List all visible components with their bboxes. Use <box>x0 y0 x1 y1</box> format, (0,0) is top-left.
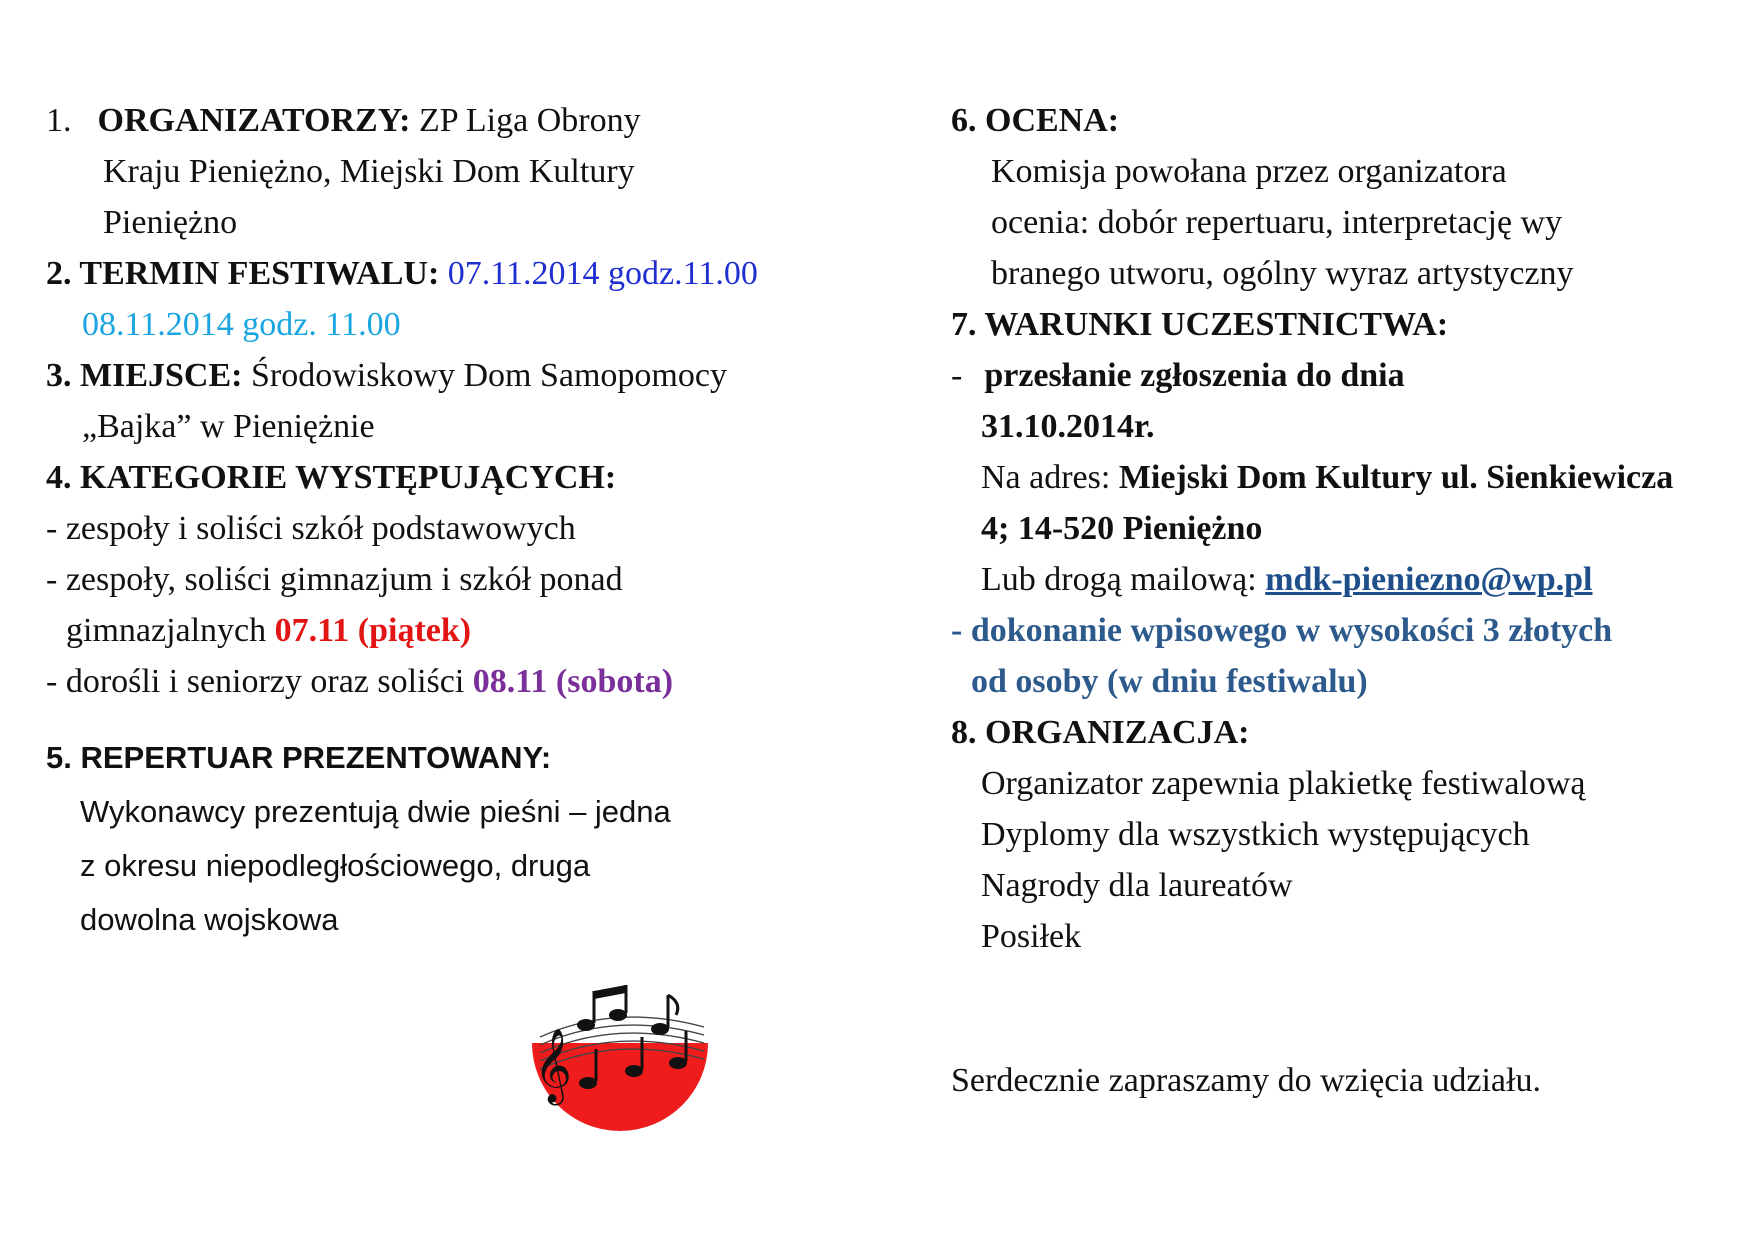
place-text: Środowiskowy Dom Samopomocy <box>242 357 727 394</box>
organization-line-3: Nagrody dla laureatów <box>981 867 1293 904</box>
category-item-1: - zespoły i soliści szkół podstawowych <box>46 510 576 547</box>
mail-label: Lub drogą mailową: <box>981 561 1266 598</box>
email-link[interactable]: mdk-pieniezno@wp.pl <box>1265 561 1593 598</box>
repertoire-line-3: dowolna wojskowa <box>80 902 339 937</box>
fee-line-2: od osoby (w dniu festiwalu) <box>971 663 1368 700</box>
category-item-2: - zespoły, soliści gimnazjum i szkół ponad <box>46 561 623 598</box>
fee-line-1: - dokonanie wpisowego w wysokości 3 złotych <box>951 612 1613 649</box>
conditions-deadline: 31.10.2014r. <box>981 408 1155 445</box>
organization-line-4: Posiłek <box>981 918 1082 955</box>
category-item-2-cont: gimnazjalnych <box>66 612 275 649</box>
conditions-dash: - <box>951 357 963 394</box>
categories-heading: 4. KATEGORIE WYSTĘPUJĄCYCH: <box>46 459 617 496</box>
address-text: Miejski Dom Kultury ul. Sienkiewicza <box>1118 459 1674 496</box>
organization-heading: 8. ORGANIZACJA: <box>951 714 1250 751</box>
address-text-line2: 4; 14-520 Pieniężno <box>981 510 1263 547</box>
friday-date: 07.11 (piątek) <box>274 612 472 649</box>
dates-heading: 2. TERMIN FESTIWALU: <box>46 255 440 292</box>
conditions-heading: 7. WARUNKI UCZESTNICTWA: <box>951 306 1449 343</box>
category-item-3: - dorośli i seniorzy oraz soliści <box>46 663 473 700</box>
conditions-line-1: przesłanie zgłoszenia do dnia <box>984 357 1405 394</box>
evaluation-line-2: ocenia: dobór repertuaru, interpretację wy <box>991 204 1563 241</box>
evaluation-line-3: branego utworu, ogólny wyraz artystyczny <box>991 255 1574 292</box>
evaluation-heading: 6. OCENA: <box>951 102 1120 139</box>
treble-clef-icon: 𝄞 <box>534 1029 572 1103</box>
organization-line-2: Dyplomy dla wszystkich występujących <box>981 816 1530 853</box>
place-text-line2: „Bajka” w Pieniężnie <box>82 408 375 445</box>
date-2: 08.11.2014 godz. 11.00 <box>82 306 401 343</box>
date-1: 07.11.2014 godz.11.00 <box>439 255 758 292</box>
repertoire-line-1: Wykonawcy prezentują dwie pieśni – jedna <box>80 794 671 829</box>
organizers-text: ZP Liga Obrony <box>410 102 641 139</box>
music-notes-polish-flag-logo <box>526 985 716 1135</box>
place-heading: 3. MIEJSCE: <box>46 357 243 394</box>
saturday-date: 08.11 (sobota) <box>472 663 674 700</box>
repertoire-line-2: z okresu niepodległościowego, druga <box>80 848 591 883</box>
closing-invitation: Serdecznie zapraszamy do wzięcia udziału. <box>951 1062 1541 1099</box>
organization-line-1: Organizator zapewnia plakietkę festiwalową <box>981 765 1586 802</box>
address-label: Na adres: <box>981 459 1119 496</box>
repertoire-heading: 5. REPERTUAR PREZENTOWANY: <box>46 740 552 775</box>
organizers-text-line3: Pieniężno <box>103 204 238 241</box>
evaluation-line-1: Komisja powołana przez organizatora <box>991 153 1507 190</box>
organizers-text-line2: Kraju Pieniężno, Miejski Dom Kultury <box>103 153 635 190</box>
section-number: 1. <box>46 102 72 139</box>
organizers-heading: ORGANIZATORZY: <box>97 102 411 139</box>
